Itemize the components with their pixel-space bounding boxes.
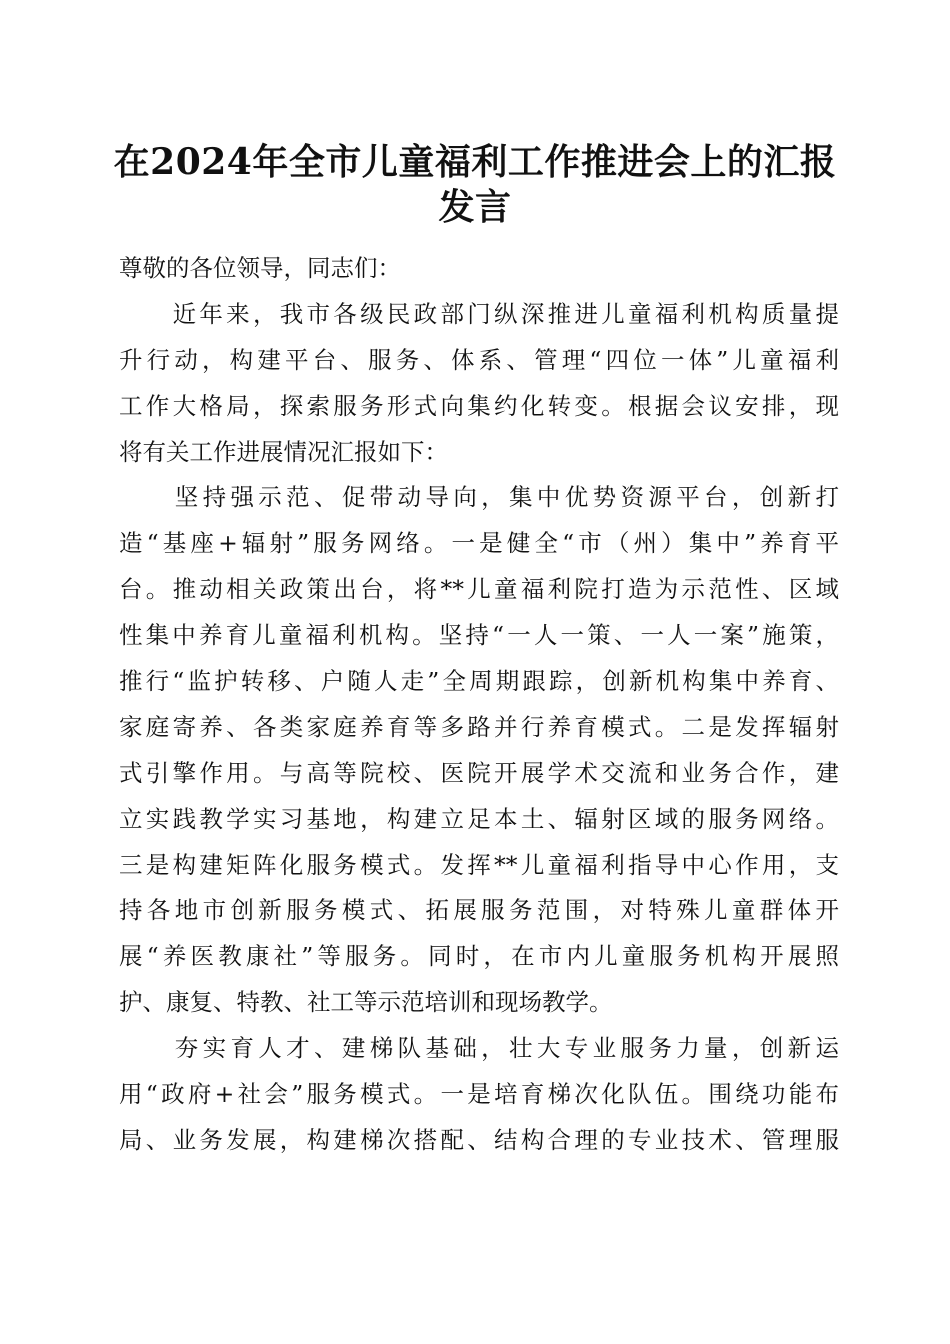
text-line: 坚持强示范、促带动导向，集中优势资源平台，创新打 bbox=[119, 483, 839, 512]
document-title-line-1: 在2024年全市儿童福利工作推进会上的汇报 bbox=[113, 141, 837, 183]
text-line: 用“政府+社会”服务模式。一是培育梯次化队伍。围绕功能布 bbox=[119, 1080, 839, 1109]
text-line: 展“养医教康社”等服务。同时，在市内儿童服务机构开展照 bbox=[119, 942, 839, 971]
document-title-line-2: 发言 bbox=[438, 186, 512, 228]
text-line: 造“基座+辐射”服务网络。一是健全“市（州）集中”养育平 bbox=[119, 529, 839, 558]
text-line: 台。推动相关政策出台，将**儿童福利院打造为示范性、区域 bbox=[119, 575, 839, 604]
text-line: 三是构建矩阵化服务模式。发挥**儿童福利指导中心作用，支 bbox=[119, 850, 839, 879]
text-line: 式引擎作用。与高等院校、医院开展学术交流和业务合作，建 bbox=[119, 758, 839, 787]
text-line: 近年来，我市各级民政部门纵深推进儿童福利机构质量提 bbox=[119, 299, 839, 328]
text-line: 工作大格局，探索服务形式向集约化转变。根据会议安排，现 bbox=[119, 391, 839, 420]
text-line: 立实践教学实习基地，构建立足本土、辐射区域的服务网络。 bbox=[119, 804, 839, 833]
text-line: 升行动，构建平台、服务、体系、管理“四位一体”儿童福利 bbox=[119, 345, 839, 374]
text-line: 家庭寄养、各类家庭养育等多路并行养育模式。二是发挥辐射 bbox=[119, 712, 839, 741]
text-line: 局、业务发展，构建梯次搭配、结构合理的专业技术、管理服 bbox=[119, 1125, 839, 1154]
text-line: 性集中养育儿童福利机构。坚持“一人一策、一人一案”施策， bbox=[119, 621, 839, 650]
salutation-line: 尊敬的各位领导，同志们： bbox=[119, 254, 401, 282]
text-line: 推行“监护转移、户随人走”全周期跟踪，创新机构集中养育、 bbox=[119, 667, 839, 696]
text-line: 护、康复、特教、社工等示范培训和现场教学。 bbox=[119, 988, 613, 1017]
text-line: 夯实育人才、建梯队基础，壮大专业服务力量，创新运 bbox=[119, 1034, 839, 1063]
text-line: 将有关工作进展情况汇报如下： bbox=[119, 437, 448, 466]
document-body bbox=[119, 246, 839, 1164]
text-line: 持各地市创新服务模式、拓展服务范围，对特殊儿童群体开 bbox=[119, 896, 839, 925]
